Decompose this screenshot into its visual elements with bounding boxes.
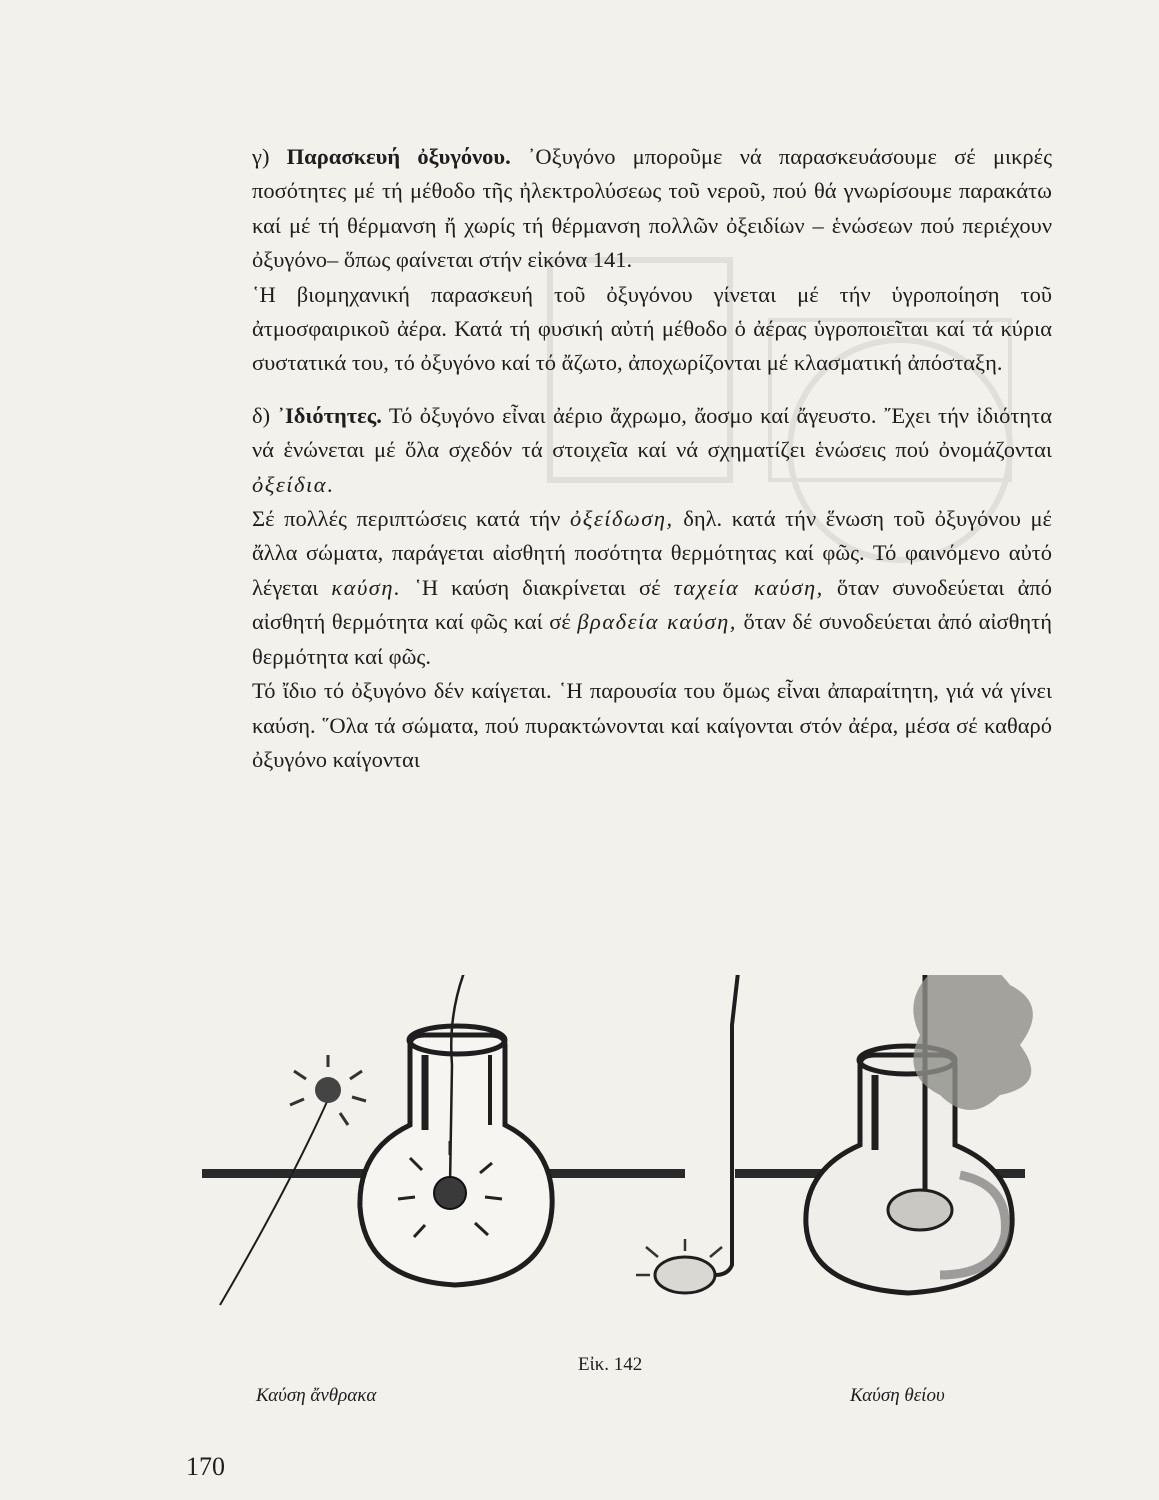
- support-bar-middle: [545, 1169, 685, 1178]
- paragraph-text: Σέ πολλές περιπτώσεις κατά τήν: [252, 506, 570, 532]
- figure-label-carbon: Καύση ἄνθρακα: [256, 1385, 377, 1406]
- burning-sulfur-spoon: [655, 1257, 715, 1293]
- paragraph-properties: [252, 399, 1052, 502]
- emphasis-term: ταχεία καύση,: [673, 574, 824, 600]
- burning-sample-air: [315, 1077, 341, 1103]
- emphasis-term: βραδεία καύση,: [577, 609, 737, 635]
- paragraph-text: δηλ. κατά τήν ἕνωση τοῦ ὀξυγόνου μέ ἄλλα σώματα, παράγεται αἰσθητή ποσότητα θερμότητας καί φῶς. Τό φαινόμενο αὐτό λέγεται: [252, 506, 1052, 600]
- paragraph-preparation: [252, 140, 1052, 278]
- paragraph-text: Τό ἴδιο τό ὀξυγόνο δέν καίγεται. ῾Η παρουσία του ὅμως εἶναι ἀπαραίτητη, γιά νά γίνει καύση. ῞Ολα τά σώματα, πού πυρακτώνονται καί καίγονται στόν ἀέρα, μέσα σέ καθαρό ὀξυγόνο καίγονται: [252, 678, 1052, 772]
- smoke-sulfur: [913, 975, 1033, 1110]
- paragraph-oxygen-burning: [252, 674, 1052, 777]
- flask-carbon: [360, 1026, 552, 1285]
- paragraph-text: ὅταν συνοδεύεται ἀπό αἰσθητή θερμότητα καί φῶς καί σέ: [252, 574, 1052, 635]
- emphasis-term: ὀξείδωση,: [569, 506, 674, 532]
- paragraph-text: ῾Η καύση διακρίνεται σέ: [401, 574, 674, 600]
- page-number: 170: [186, 1452, 225, 1481]
- figure-caption: Εἰκ. 142: [578, 1354, 643, 1375]
- section-letter: δ): [252, 402, 278, 428]
- wire-air-sample: [220, 1095, 330, 1305]
- burning-sulfur-flask: [888, 1190, 952, 1230]
- emphasis-term: ὀξείδια: [252, 471, 328, 497]
- section-heading-properties: ᾿Ιδιότητες.: [277, 402, 382, 428]
- figure-combustion-flasks: [180, 975, 1060, 1320]
- paragraph-text: Τό ὀξυγόνο εἶναι ἀέριο ἄχρωμο, ἄοσμο καί ἄγευστο. ῎Εχει τήν ἰδιότητα νά ἑνώνεται μέ ὅλα σχεδόν τά στοιχεῖα καί νά σχηματίζει ἑνώσεις πού ὀνομάζονται: [252, 402, 1052, 463]
- paragraph-text: .: [327, 471, 333, 497]
- paragraph-text: ᾿Οξυγόνο μποροῦμε νά παρασκευάσουμε σέ μικρές ποσότητες μέ τή μέθοδο τῆς ἠλεκτρολύσεως τοῦ νεροῦ, πού θά γνωρίσουμε παρακάτω καί μέ τή θέρμανση ἤ χωρίς τή θέρμανση πολλῶν ὀξειδίων – ἑνώσεων πού περιέχουν ὀξυγόνο– ὅπως φαίνεται στήν εἰκόνα 141.: [252, 144, 1053, 273]
- paragraph-combustion: [252, 502, 1052, 674]
- section-heading-preparation: Παρασκευή ὀξυγόνου.: [286, 144, 511, 169]
- body-text: [252, 140, 1052, 777]
- paragraph-text: ὅταν δέ συνοδεύεται ἀπό αἰσθητή θερμότητα καί φῶς.: [252, 609, 1052, 669]
- figure-label-sulfur: Καύση θείου: [850, 1385, 945, 1406]
- spoon-handle: [715, 975, 750, 1275]
- section-letter: γ): [252, 144, 287, 169]
- burning-carbon: [434, 1177, 466, 1209]
- emphasis-term: καύση.: [331, 574, 402, 600]
- paragraph-industrial: [252, 278, 1052, 381]
- paragraph-text: ῾Η βιομηχανική παρασκευή τοῦ ὀξυγόνου γίνεται μέ τήν ὑγροποίηση τοῦ ἀτμοσφαιρικοῦ ἀέρα. Κατά τή φυσική αὐτή μέθοδο ὁ ἀέρας ὑγροποιεῖται καί τά κύρια συστατικά του, τό ὀξυγόνο καί τό ἄζωτο, ἀποχωρίζονται μέ κλασματική ἀπόσταξη.: [252, 281, 1052, 376]
